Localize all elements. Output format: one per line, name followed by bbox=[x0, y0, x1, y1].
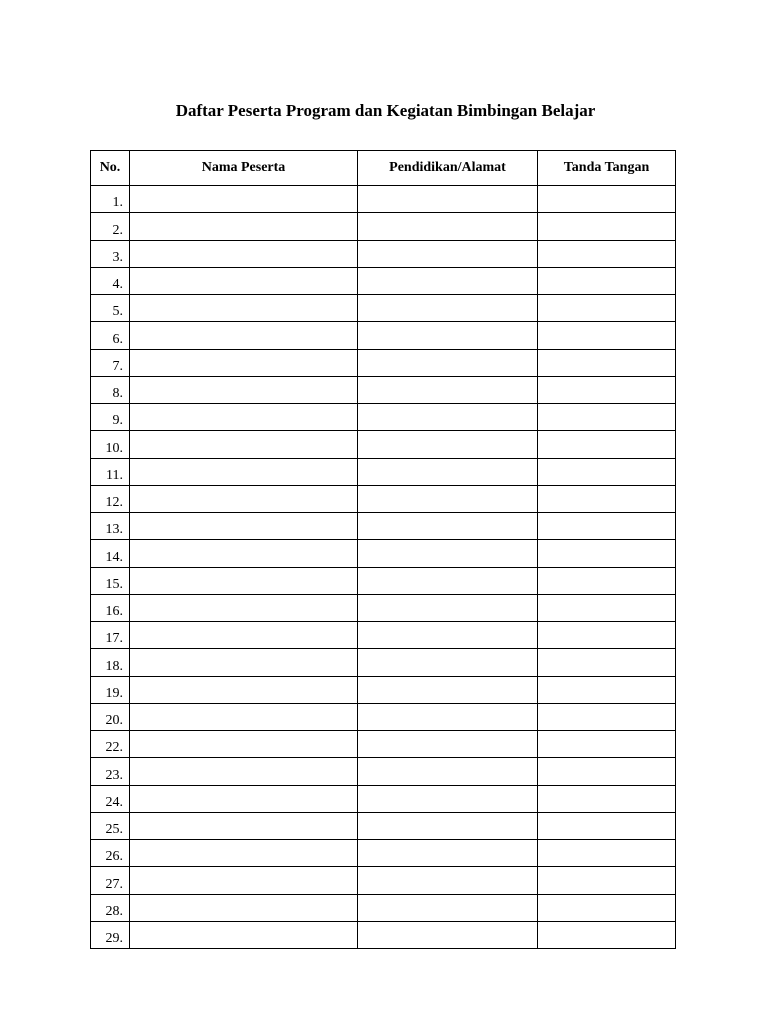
row-number-cell: 24. bbox=[91, 785, 130, 812]
table-row bbox=[91, 376, 676, 403]
signature-cell[interactable] bbox=[538, 349, 676, 376]
signature-cell[interactable] bbox=[538, 267, 676, 294]
participant-name-cell[interactable] bbox=[130, 894, 358, 921]
education-address-cell[interactable] bbox=[358, 349, 538, 376]
signature-cell[interactable] bbox=[538, 649, 676, 676]
row-number-cell: 9. bbox=[91, 404, 130, 431]
participant-name-cell[interactable] bbox=[130, 404, 358, 431]
education-address-cell[interactable] bbox=[358, 322, 538, 349]
participant-name-cell[interactable] bbox=[130, 431, 358, 458]
education-address-cell[interactable] bbox=[358, 812, 538, 839]
row-number-cell: 13. bbox=[91, 513, 130, 540]
table-row bbox=[91, 703, 676, 730]
participant-name-cell[interactable] bbox=[130, 540, 358, 567]
education-address-cell[interactable] bbox=[358, 431, 538, 458]
participant-name-cell[interactable] bbox=[130, 703, 358, 730]
education-address-cell[interactable] bbox=[358, 840, 538, 867]
participant-name-cell[interactable] bbox=[130, 921, 358, 948]
education-address-cell[interactable] bbox=[358, 240, 538, 267]
participant-name-cell[interactable] bbox=[130, 513, 358, 540]
table-body bbox=[91, 186, 676, 949]
participant-name-cell[interactable] bbox=[130, 840, 358, 867]
table-row bbox=[91, 186, 676, 213]
signature-cell[interactable] bbox=[538, 322, 676, 349]
row-number-cell: 1. bbox=[91, 186, 130, 213]
participant-name-cell[interactable] bbox=[130, 785, 358, 812]
table-row bbox=[91, 758, 676, 785]
education-address-cell[interactable] bbox=[358, 513, 538, 540]
education-address-cell[interactable] bbox=[358, 894, 538, 921]
education-address-cell[interactable] bbox=[358, 186, 538, 213]
row-number-cell: 22. bbox=[91, 731, 130, 758]
signature-cell[interactable] bbox=[538, 213, 676, 240]
page-title: Daftar Peserta Program dan Kegiatan Bimbingan Belajar bbox=[175, 101, 596, 120]
header-signature: Tanda Tangan bbox=[538, 151, 676, 186]
signature-cell[interactable] bbox=[538, 567, 676, 594]
signature-cell[interactable] bbox=[538, 513, 676, 540]
participant-name-cell[interactable] bbox=[130, 731, 358, 758]
education-address-cell[interactable] bbox=[358, 567, 538, 594]
row-number-cell: 17. bbox=[91, 622, 130, 649]
participant-name-cell[interactable] bbox=[130, 567, 358, 594]
signature-cell[interactable] bbox=[538, 921, 676, 948]
table-row bbox=[91, 240, 676, 267]
row-number-cell: 25. bbox=[91, 812, 130, 839]
signature-cell[interactable] bbox=[538, 404, 676, 431]
row-number-cell: 16. bbox=[91, 594, 130, 621]
row-number-cell: 28. bbox=[91, 894, 130, 921]
participant-name-cell[interactable] bbox=[130, 349, 358, 376]
row-number-cell: 19. bbox=[91, 676, 130, 703]
row-number-cell: 14. bbox=[91, 540, 130, 567]
participant-name-cell[interactable] bbox=[130, 267, 358, 294]
participant-table bbox=[90, 150, 676, 949]
signature-cell[interactable] bbox=[538, 431, 676, 458]
table-row bbox=[91, 213, 676, 240]
table-row bbox=[91, 322, 676, 349]
participant-name-cell[interactable] bbox=[130, 676, 358, 703]
participant-name-cell[interactable] bbox=[130, 458, 358, 485]
table-row bbox=[91, 676, 676, 703]
education-address-cell[interactable] bbox=[358, 213, 538, 240]
table-row bbox=[91, 567, 676, 594]
table-row bbox=[91, 349, 676, 376]
table-row bbox=[91, 267, 676, 294]
education-address-cell[interactable] bbox=[358, 376, 538, 403]
row-number-cell: 20. bbox=[91, 703, 130, 730]
signature-cell[interactable] bbox=[538, 594, 676, 621]
signature-cell[interactable] bbox=[538, 485, 676, 512]
row-number-cell: 10. bbox=[91, 431, 130, 458]
header-education-address: Pendidikan/Alamat bbox=[358, 151, 538, 186]
signature-cell[interactable] bbox=[538, 240, 676, 267]
education-address-cell[interactable] bbox=[358, 622, 538, 649]
table-row bbox=[91, 894, 676, 921]
education-address-cell[interactable] bbox=[358, 404, 538, 431]
table-row bbox=[91, 540, 676, 567]
table-row bbox=[91, 622, 676, 649]
education-address-cell[interactable] bbox=[358, 458, 538, 485]
signature-cell[interactable] bbox=[538, 676, 676, 703]
signature-cell[interactable] bbox=[538, 295, 676, 322]
row-number-cell: 18. bbox=[91, 649, 130, 676]
education-address-cell[interactable] bbox=[358, 758, 538, 785]
signature-cell[interactable] bbox=[538, 785, 676, 812]
signature-cell[interactable] bbox=[538, 540, 676, 567]
participant-name-cell[interactable] bbox=[130, 594, 358, 621]
signature-cell[interactable] bbox=[538, 186, 676, 213]
participant-name-cell[interactable] bbox=[130, 240, 358, 267]
table-row bbox=[91, 458, 676, 485]
table-row bbox=[91, 404, 676, 431]
table-header-row bbox=[91, 151, 676, 186]
signature-cell[interactable] bbox=[538, 867, 676, 894]
table-row bbox=[91, 431, 676, 458]
table-row bbox=[91, 840, 676, 867]
table-row bbox=[91, 921, 676, 948]
education-address-cell[interactable] bbox=[358, 731, 538, 758]
education-address-cell[interactable] bbox=[358, 785, 538, 812]
row-number-cell: 5. bbox=[91, 295, 130, 322]
participant-name-cell[interactable] bbox=[130, 322, 358, 349]
signature-cell[interactable] bbox=[538, 458, 676, 485]
table-row bbox=[91, 731, 676, 758]
row-number-cell: 12. bbox=[91, 485, 130, 512]
participant-name-cell[interactable] bbox=[130, 622, 358, 649]
row-number-cell: 2. bbox=[91, 213, 130, 240]
header-no: No. bbox=[91, 151, 130, 186]
signature-cell[interactable] bbox=[538, 622, 676, 649]
table-row bbox=[91, 785, 676, 812]
participant-name-cell[interactable] bbox=[130, 213, 358, 240]
row-number-cell: 15. bbox=[91, 567, 130, 594]
row-number-cell: 11. bbox=[91, 458, 130, 485]
table-row bbox=[91, 649, 676, 676]
table-row bbox=[91, 295, 676, 322]
signature-cell[interactable] bbox=[538, 758, 676, 785]
signature-cell[interactable] bbox=[538, 840, 676, 867]
participant-name-cell[interactable] bbox=[130, 758, 358, 785]
participant-name-cell[interactable] bbox=[130, 485, 358, 512]
row-number-cell: 8. bbox=[91, 376, 130, 403]
signature-cell[interactable] bbox=[538, 731, 676, 758]
signature-cell[interactable] bbox=[538, 812, 676, 839]
education-address-cell[interactable] bbox=[358, 594, 538, 621]
participant-name-cell[interactable] bbox=[130, 186, 358, 213]
table-row bbox=[91, 513, 676, 540]
education-address-cell[interactable] bbox=[358, 295, 538, 322]
participant-name-cell[interactable] bbox=[130, 649, 358, 676]
education-address-cell[interactable] bbox=[358, 540, 538, 567]
participant-name-cell[interactable] bbox=[130, 867, 358, 894]
row-number-cell: 27. bbox=[91, 867, 130, 894]
participant-name-cell[interactable] bbox=[130, 812, 358, 839]
header-participant-name: Nama Peserta bbox=[130, 151, 358, 186]
row-number-cell: 7. bbox=[91, 349, 130, 376]
education-address-cell[interactable] bbox=[358, 267, 538, 294]
table-row bbox=[91, 867, 676, 894]
education-address-cell[interactable] bbox=[358, 485, 538, 512]
education-address-cell[interactable] bbox=[358, 676, 538, 703]
table-row bbox=[91, 594, 676, 621]
education-address-cell[interactable] bbox=[358, 649, 538, 676]
signature-cell[interactable] bbox=[538, 376, 676, 403]
signature-cell[interactable] bbox=[538, 894, 676, 921]
row-number-cell: 29. bbox=[91, 921, 130, 948]
row-number-cell: 6. bbox=[91, 322, 130, 349]
participant-name-cell[interactable] bbox=[130, 376, 358, 403]
row-number-cell: 26. bbox=[91, 840, 130, 867]
row-number-cell: 23. bbox=[91, 758, 130, 785]
signature-cell[interactable] bbox=[538, 703, 676, 730]
row-number-cell: 3. bbox=[91, 240, 130, 267]
participant-name-cell[interactable] bbox=[130, 295, 358, 322]
education-address-cell[interactable] bbox=[358, 921, 538, 948]
education-address-cell[interactable] bbox=[358, 867, 538, 894]
row-number-cell: 4. bbox=[91, 267, 130, 294]
table-row bbox=[91, 485, 676, 512]
table-row bbox=[91, 812, 676, 839]
education-address-cell[interactable] bbox=[358, 703, 538, 730]
